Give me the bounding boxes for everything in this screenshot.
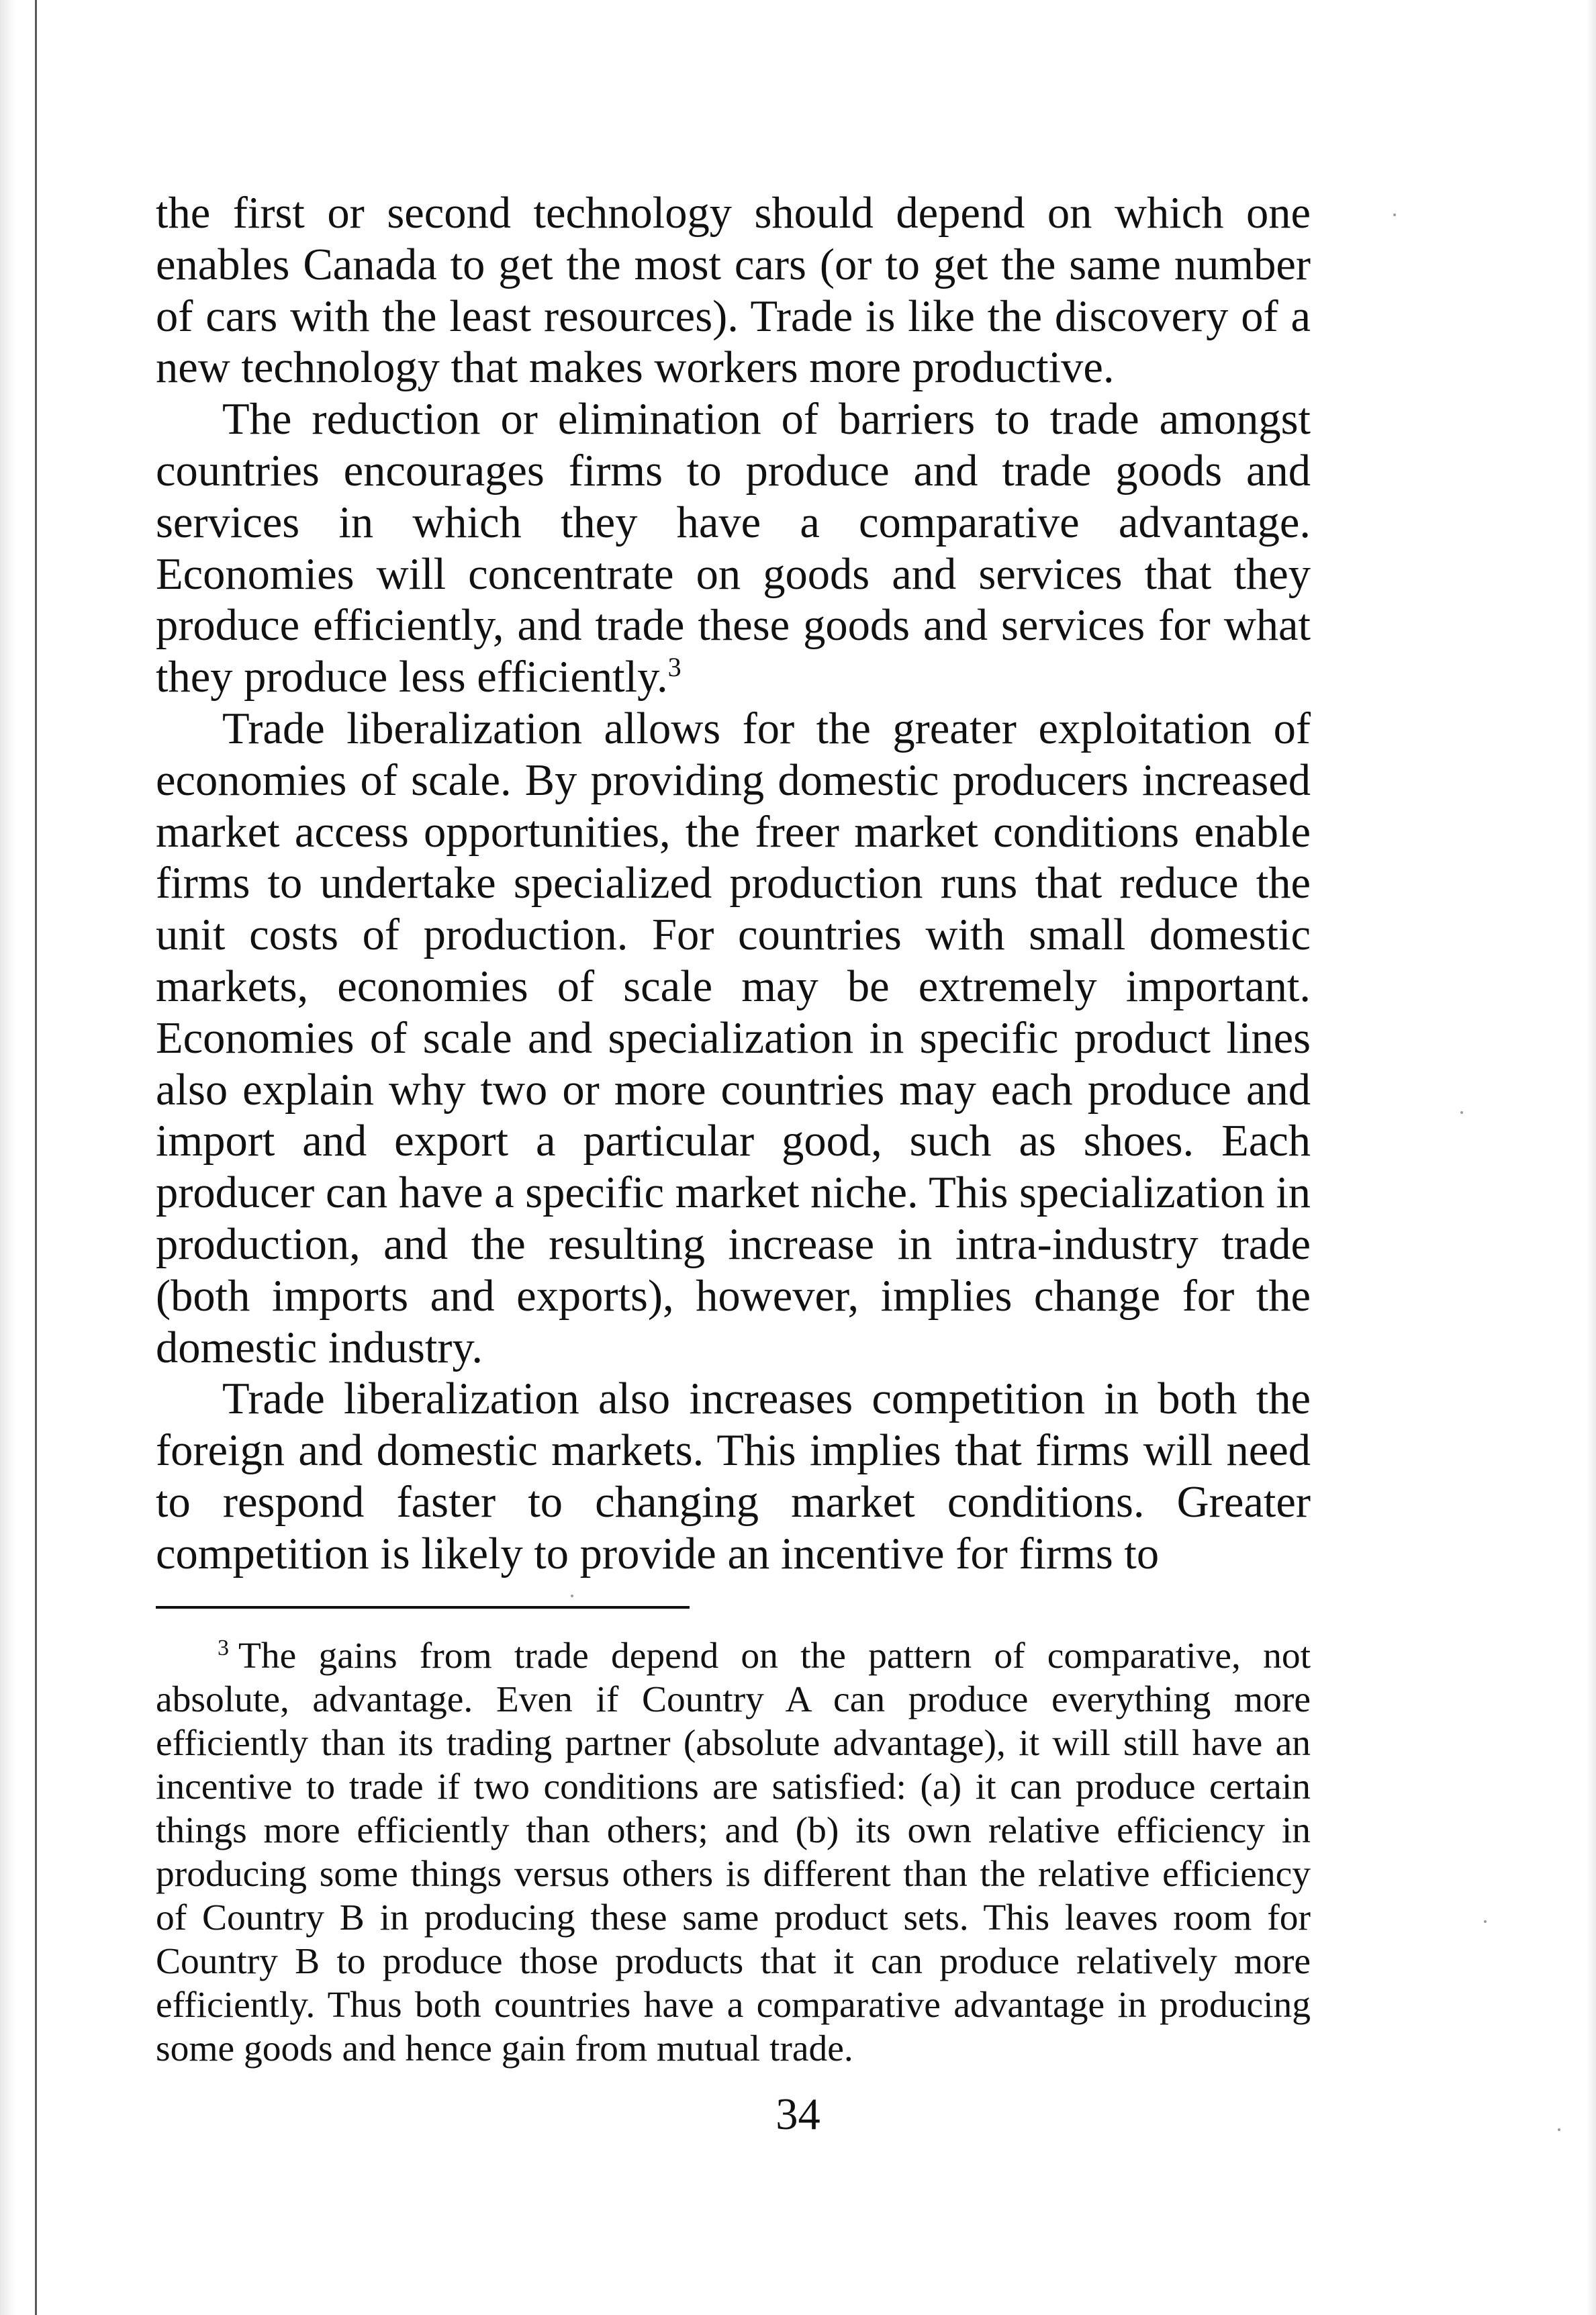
scan-shadow-left (0, 0, 16, 2315)
scan-speck (571, 1595, 573, 1597)
page-binding-edge (35, 0, 37, 2315)
scan-speck (1393, 214, 1396, 216)
footnote-separator-rule (156, 1606, 690, 1609)
scan-speck (1460, 1111, 1463, 1114)
paragraph-barriers-to-trade: The reduction or elimination of barriers to trade amongst countries encourages firms to produce and trade goods and services in which they have a comparative advantage. Economies will concentrate on goods and services that they produce efficiently, and trade these goods and services for what they produce less efficiently.$^3$ (156, 395, 1311, 702)
scan-speck (1484, 1920, 1487, 1923)
main-text-block (156, 188, 1311, 1580)
scan-shadow-right (1587, 0, 1596, 2315)
paragraph-continuation: the first or second technology should depend on which one enables Canada to get the most cars (or to get the same number of cars with the least resources). Trade is like the discovery of a new technology that makes workers more productive. (156, 189, 1311, 393)
footnote-marker: 3 (218, 1635, 229, 1660)
page-number: 34 (776, 2090, 820, 2139)
footnote-text: The gains from trade depend on the pattern of comparative, not absolute, advantage. Even if Country A can produce everything more efficiently than its trading partner (absolute advantage), it will still have an incentive to trade if two conditions are satisfied: (a) it can produce certain things more efficiently than others; and (b) its own relative efficiency in producing some things versus others is different than the relative efficiency of Country B in producing these same product sets. This leaves room for Country B to produce those products that it can produce relatively more efficiently. Thus both countries have a comparative advantage in producing some goods and hence gain from mutual trade. (156, 1636, 1311, 2069)
paragraph-competition: Trade liberalization also increases competition in both the foreign and domestic markets. This implies that firms will need to respond faster to changing market conditions. Greater competition is likely to provide an incentive for firms to (156, 1374, 1311, 1578)
footnote-reference[interactable]: 3 (667, 652, 682, 683)
scan-speck (1558, 2128, 1560, 2131)
footnote (156, 1634, 1311, 2071)
paragraph-economies-of-scale: Trade liberalization allows for the greater exploitation of economies of scale. By providing domestic producers increased market access opportunities, the freer market conditions enable firms to undertake specialized production runs that reduce the unit costs of production. For countries with small domestic markets, economies of scale may be extremely important. Economies of scale and specialization in specific product lines also explain why two or more countries may each produce and import and export a particular good, such as shoes. Each producer can have a specific market niche. This specialization in production, and the resulting increase in intra-industry trade (both imports and exports), however, implies change for the domestic industry. (156, 704, 1311, 1372)
